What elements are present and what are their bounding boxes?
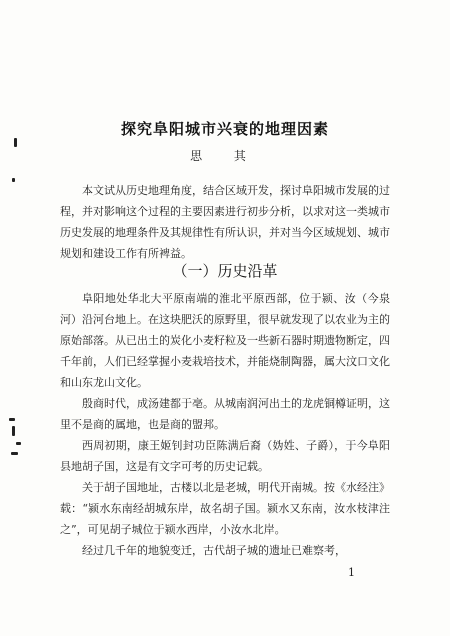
body-paragraph: 经过几千年的地貌变迁，古代胡子城的遗址已难察考， (82, 544, 346, 557)
binding-mark (14, 138, 17, 147)
body-paragraph: 关于胡子国地址，古楼以北是老城，明代开南城。按《水经注》载：“颍水东南经胡城东岸，故名胡子国。颍水又东南，汝水枝津注之”，可见胡子城位于颍水西岸，小汝水北岸。 (60, 481, 390, 536)
binding-mark (16, 442, 21, 445)
section-heading: （一）历史沿革 (172, 262, 278, 280)
document-title: 探究阜阳城市兴衰的地理因素 (120, 120, 329, 138)
binding-mark (9, 418, 15, 421)
binding-mark (12, 178, 15, 182)
binding-mark (11, 452, 18, 455)
body-paragraph: 殷商时代，成汤建都于亳。从城南润河出土的龙虎铜樽证明，这里不是商的属地，也是商的盟邦。 (60, 397, 390, 431)
binding-mark (12, 426, 15, 436)
author-name: 思 其 (190, 149, 260, 163)
page-number: 1 (348, 566, 355, 579)
body-paragraph: 阜阳地处华北大平原南端的淮北平原西部，位于颍、汝（今泉河）沿河台地上。在这块肥沃的原野里，很早就发现了以农业为主的原始部落。从已出土的炭化小麦籽粒及一些新石器时期遗物断定，四千年前，人们已经掌握小麦栽培技术，并能烧制陶器，属大汶口文化和山东龙山文化。 (60, 292, 390, 389)
abstract-paragraph: 本文试从历史地理角度，结合区域开发，探讨阜阳城市发展的过程，并对影响这个过程的主要因素进行初步分析，以求对这一类城市历史发展的地理条件及其规律性有所认识，并对当今区域规划、城市规划和建设工作有所裨益。 (60, 184, 390, 260)
body-paragraph: 西周初期，康王姬钊封功臣陈满后裔（妫姓、子爵），于今阜阳县地胡子国，这是有文字可考的历史记载。 (60, 439, 390, 473)
body-text (60, 288, 390, 561)
